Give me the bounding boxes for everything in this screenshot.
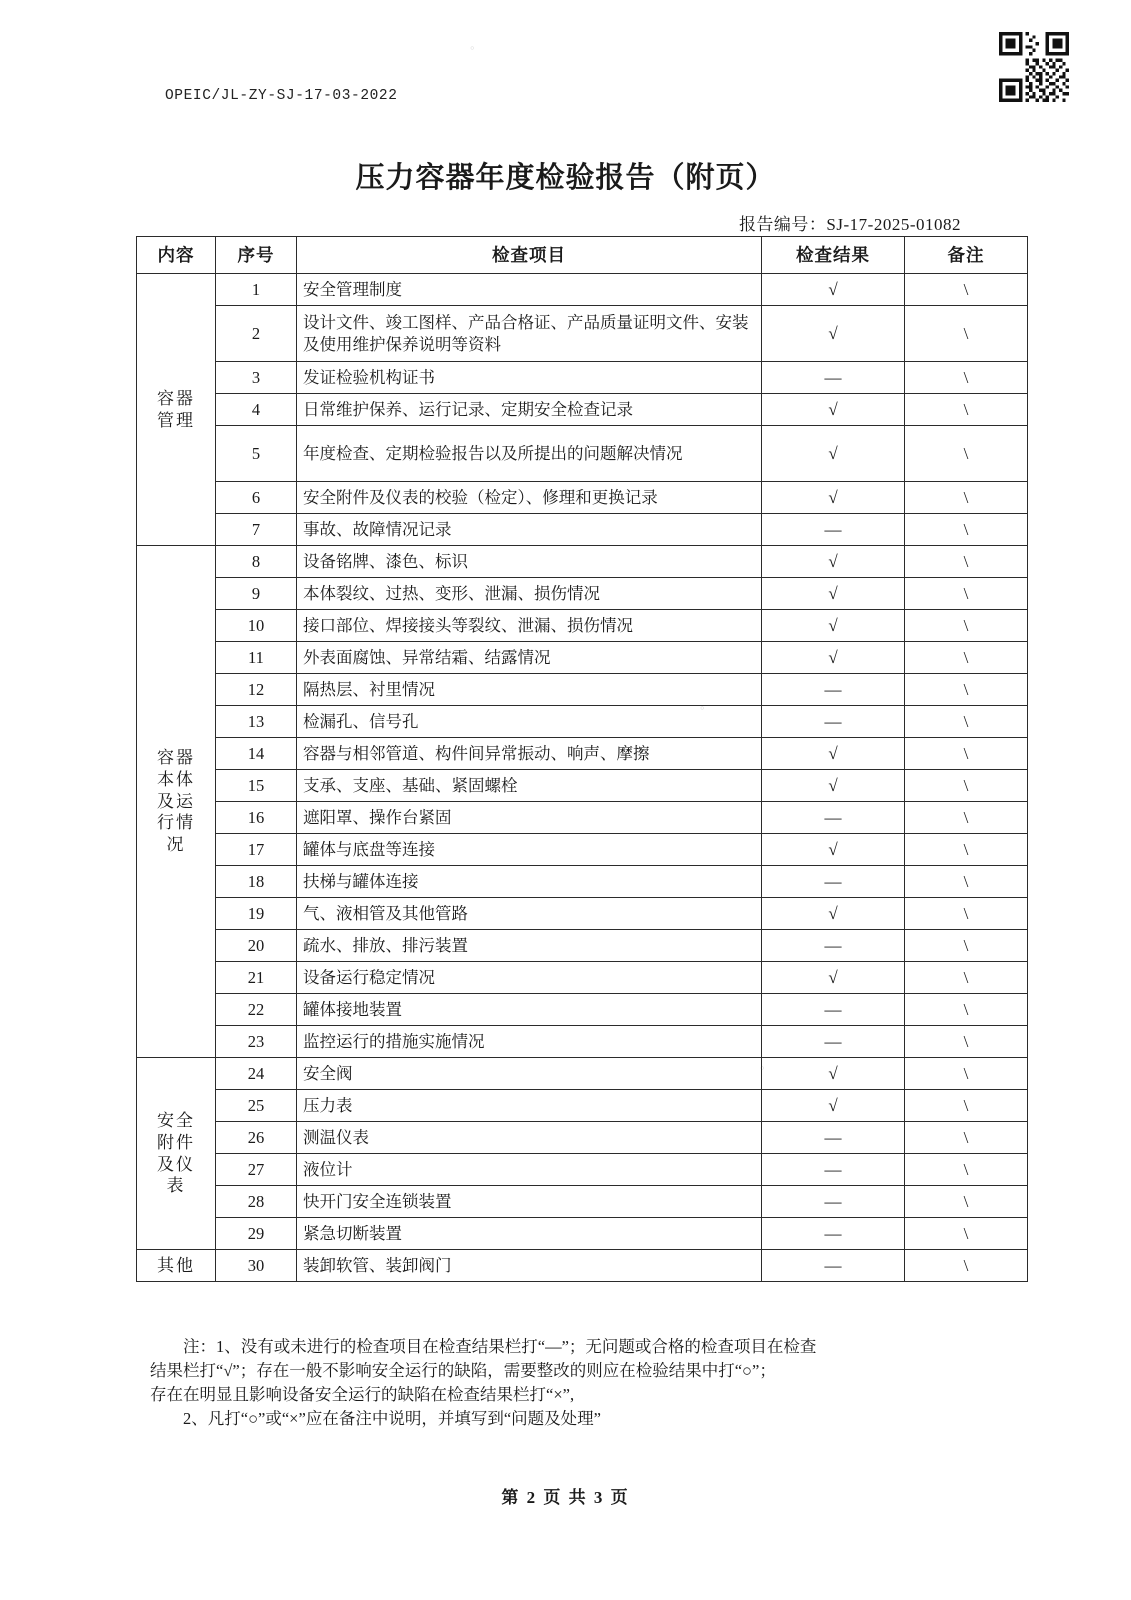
remark-cell[interactable]: \ [905, 274, 1028, 306]
inspection-item-cell: 设计文件、竣工图样、产品合格证、产品质量证明文件、安装及使用维护保养说明等资料 [297, 306, 762, 362]
inspection-item-cell: 罐体与底盘等连接 [297, 834, 762, 866]
row-number-cell: 1 [216, 274, 297, 306]
inspection-item-cell: 日常维护保养、运行记录、定期安全检查记录 [297, 394, 762, 426]
inspection-result-cell[interactable]: √ [762, 394, 905, 426]
inspection-result-cell[interactable]: √ [762, 306, 905, 362]
inspection-result-cell[interactable]: √ [762, 578, 905, 610]
row-number-cell: 30 [216, 1250, 297, 1282]
note-line-1: 注：1、没有或未进行的检查项目在检查结果栏打“—”；无问题或合格的检查项目在检查 [183, 1337, 817, 1356]
inspection-result-cell[interactable]: √ [762, 1090, 905, 1122]
inspection-result-cell[interactable]: √ [762, 834, 905, 866]
remark-cell[interactable]: \ [905, 1154, 1028, 1186]
inspection-item-cell: 安全阀 [297, 1058, 762, 1090]
row-number-cell: 20 [216, 930, 297, 962]
row-number-cell: 15 [216, 770, 297, 802]
inspection-result-cell[interactable]: √ [762, 426, 905, 482]
inspection-item-cell: 快开门安全连锁装置 [297, 1186, 762, 1218]
inspection-table [136, 236, 1028, 1282]
row-number-cell: 6 [216, 482, 297, 514]
note-line-2: 结果栏打“√”；存在一般不影响安全运行的缺陷，需要整改的则应在检验结果中打“○”； [150, 1360, 776, 1380]
row-number-cell: 11 [216, 642, 297, 674]
table-row [137, 1122, 1028, 1154]
inspection-result-cell[interactable]: — [762, 994, 905, 1026]
note-line-3: 存在在明显且影响设备安全运行的缺陷在检查结果栏打“×”, [150, 1384, 575, 1404]
category-cell: 容器 本体 及运 行情 况 [137, 546, 216, 1058]
inspection-item-cell: 装卸软管、装卸阀门 [297, 1250, 762, 1282]
inspection-result-cell[interactable]: — [762, 802, 905, 834]
inspection-item-cell: 气、液相管及其他管路 [297, 898, 762, 930]
inspection-item-cell: 设备运行稳定情况 [297, 962, 762, 994]
inspection-item-cell: 遮阳罩、操作台紧固 [297, 802, 762, 834]
row-number-cell: 25 [216, 1090, 297, 1122]
inspection-result-cell[interactable]: √ [762, 770, 905, 802]
row-number-cell: 27 [216, 1154, 297, 1186]
inspection-result-cell[interactable]: — [762, 1026, 905, 1058]
notes-block [150, 1335, 1030, 1431]
table-row [137, 1186, 1028, 1218]
row-number-cell: 12 [216, 674, 297, 706]
inspection-result-cell[interactable]: — [762, 1122, 905, 1154]
remark-cell[interactable]: \ [905, 1058, 1028, 1090]
column-header-result: 检查结果 [762, 237, 905, 274]
row-number-cell: 28 [216, 1186, 297, 1218]
remark-cell[interactable]: \ [905, 1026, 1028, 1058]
table-row [137, 962, 1028, 994]
table-row [137, 1026, 1028, 1058]
page-footer: 第 2 页 共 3 页 [501, 1488, 630, 1507]
inspection-result-cell[interactable]: — [762, 1218, 905, 1250]
inspection-item-cell: 压力表 [297, 1090, 762, 1122]
table-row [137, 514, 1028, 546]
table-row [137, 834, 1028, 866]
row-number-cell: 29 [216, 1218, 297, 1250]
table-row [137, 898, 1028, 930]
inspection-item-cell: 发证检验机构证书 [297, 362, 762, 394]
report-number: 报告编号：SJ-17-2025-01082 [738, 215, 961, 234]
row-number-cell: 10 [216, 610, 297, 642]
remark-cell[interactable]: \ [905, 1218, 1028, 1250]
inspection-result-cell[interactable]: √ [762, 1058, 905, 1090]
table-row [137, 1218, 1028, 1250]
table-row [137, 866, 1028, 898]
remark-cell[interactable]: \ [905, 930, 1028, 962]
remark-cell[interactable]: \ [905, 642, 1028, 674]
remark-cell[interactable]: \ [905, 1090, 1028, 1122]
inspection-item-cell: 支承、支座、基础、紧固螺栓 [297, 770, 762, 802]
table-row [137, 482, 1028, 514]
inspection-item-cell: 液位计 [297, 1154, 762, 1186]
remark-cell[interactable]: \ [905, 994, 1028, 1026]
inspection-result-cell[interactable]: √ [762, 546, 905, 578]
remark-cell[interactable]: \ [905, 306, 1028, 362]
table-row [137, 674, 1028, 706]
table-row [137, 802, 1028, 834]
row-number-cell: 9 [216, 578, 297, 610]
inspection-item-cell: 测温仪表 [297, 1122, 762, 1154]
inspection-result-cell[interactable]: √ [762, 738, 905, 770]
inspection-result-cell[interactable]: — [762, 674, 905, 706]
inspection-result-cell[interactable]: — [762, 514, 905, 546]
inspection-item-cell: 扶梯与罐体连接 [297, 866, 762, 898]
row-number-cell: 16 [216, 802, 297, 834]
table-row [137, 770, 1028, 802]
inspection-item-cell: 外表面腐蚀、异常结霜、结露情况 [297, 642, 762, 674]
row-number-cell: 3 [216, 362, 297, 394]
row-number-cell: 8 [216, 546, 297, 578]
inspection-result-cell[interactable]: — [762, 1186, 905, 1218]
table-row [137, 394, 1028, 426]
table-row [137, 642, 1028, 674]
inspection-result-cell[interactable]: √ [762, 274, 905, 306]
inspection-result-cell[interactable]: — [762, 930, 905, 962]
inspection-item-cell: 设备铭牌、漆色、标识 [297, 546, 762, 578]
inspection-item-cell: 紧急切断装置 [297, 1218, 762, 1250]
remark-cell[interactable]: \ [905, 546, 1028, 578]
inspection-result-cell[interactable]: — [762, 1250, 905, 1282]
row-number-cell: 5 [216, 426, 297, 482]
remark-cell[interactable]: \ [905, 1122, 1028, 1154]
column-header-no: 序号 [216, 237, 297, 274]
inspection-item-cell: 接口部位、焊接接头等裂纹、泄漏、损伤情况 [297, 610, 762, 642]
remark-cell[interactable]: \ [905, 802, 1028, 834]
remark-cell[interactable]: \ [905, 362, 1028, 394]
inspection-result-cell[interactable]: — [762, 706, 905, 738]
remark-cell[interactable]: \ [905, 962, 1028, 994]
inspection-item-cell: 事故、故障情况记录 [297, 514, 762, 546]
remark-cell[interactable]: \ [905, 482, 1028, 514]
row-number-cell: 21 [216, 962, 297, 994]
row-number-cell: 19 [216, 898, 297, 930]
inspection-item-cell: 安全附件及仪表的校验（检定）、修理和更换记录 [297, 482, 762, 514]
inspection-item-cell: 安全管理制度 [297, 274, 762, 306]
inspection-item-cell: 本体裂纹、过热、变形、泄漏、损伤情况 [297, 578, 762, 610]
page-title: 压力容器年度检验报告（附页） [355, 160, 776, 194]
remark-cell[interactable]: \ [905, 898, 1028, 930]
table-row [137, 994, 1028, 1026]
row-number-cell: 7 [216, 514, 297, 546]
remark-cell[interactable]: \ [905, 674, 1028, 706]
row-number-cell: 14 [216, 738, 297, 770]
column-header-note: 备注 [905, 237, 1028, 274]
remark-cell[interactable]: \ [905, 610, 1028, 642]
table-row [137, 706, 1028, 738]
inspection-result-cell[interactable]: √ [762, 962, 905, 994]
inspection-item-cell: 检漏孔、信号孔 [297, 706, 762, 738]
inspection-result-cell[interactable]: √ [762, 482, 905, 514]
inspection-result-cell[interactable]: √ [762, 610, 905, 642]
table-row [137, 610, 1028, 642]
remark-cell[interactable]: \ [905, 834, 1028, 866]
inspection-item-cell: 罐体接地装置 [297, 994, 762, 1026]
remark-cell[interactable]: \ [905, 866, 1028, 898]
inspection-item-cell: 疏水、排放、排污装置 [297, 930, 762, 962]
row-number-cell: 4 [216, 394, 297, 426]
category-cell: 容器 管理 [137, 274, 216, 546]
row-number-cell: 22 [216, 994, 297, 1026]
column-header-category: 内容 [137, 237, 216, 274]
remark-cell[interactable]: \ [905, 514, 1028, 546]
remark-cell[interactable]: \ [905, 738, 1028, 770]
inspection-result-cell[interactable]: — [762, 362, 905, 394]
remark-cell[interactable]: \ [905, 394, 1028, 426]
document-code: OPEIC/JL-ZY-SJ-17-03-2022 [165, 88, 398, 104]
table-header-row [137, 237, 1028, 274]
inspection-result-cell[interactable]: √ [762, 642, 905, 674]
column-header-item: 检查项目 [297, 237, 762, 274]
table-row [137, 1058, 1028, 1090]
document-page: OPEIC/JL-ZY-SJ-17-03-2022 压力容器年度检验报告（附页） 报告编号：SJ-17-2025-01082 ◦ ◦ ◦ 内容 序号 检查项目 检查结果 备注 容器 管理 1 安全管理制度 √ \ 2 设计文件、竣工图样、产品合格证、产品质量证明文件、安装及使用维护保养说明等资料 √ \ 3 发证检验机构证书 — \ 4 日常维护保养、运行记录、定期安全检查记录 √ \ 5 年度检查、定期检验报告以及所提出的问题解决情况 √ \ 6 安全附件及仪表的校验（检定）、修理和更换记录 √ \ 7 事故、故障情况记录 — \ 容器 本体 及运 行情 况 8 设备铭牌、漆色、标识 √ \ 9 本体裂纹、过热、变形、泄漏、损伤情况 √ \ 10 接口部位、焊接接头等裂纹、泄漏、损伤情况 √ \ 11 外表面腐蚀、异常结霜、结露情况 √ \ 12 隔热层、衬里情况 — \ 13 检漏孔、信号孔 — \ 14 容器与相邻管道、构件间异常振动、响声、摩擦 √ \ 15 支承、支座、基础、紧固螺栓 √ \ 16 遮阳罩、操作台紧固 — \ 17 罐体与底盘等连接 √ \ 18 扶梯与罐体连接 — \ 19 气、液相管及其他管路 √ \ 20 疏水、排放、排污装置 — \ 21 设备运行稳定情况 √ \ 22 罐体接地装置 — \ 23 监控运行的措施实施情况 — \ 安全 附件 及仪 表 24 安全阀 √ \ 25 压力表 √ \ 26 测温仪表 — \ 27 液位计 — \ 28 快开门安全连锁装置 — \ 29 紧急切断装置 — \ 其他 30 装卸软管、装卸阀门 — \ 注：1、没有或未进行的检查项目在检查结果栏打“—”；无问题或合格的检查项目在检查 结果栏打“√”；存在一般不影响安全运行的缺陷，需要整改的则应在检验结果中打“○”； 存在在明显且影响设备安全运行的缺陷在检查结果栏打“×”, 2、凡打“○”或“×”应在备注中说明，并填写到“问题及处理” 第 2 页 共 3 页 [0, 0, 1131, 1600]
category-cell: 安全 附件 及仪 表 [137, 1058, 216, 1250]
inspection-item-cell: 隔热层、衬里情况 [297, 674, 762, 706]
table-row [137, 1090, 1028, 1122]
remark-cell[interactable]: \ [905, 1250, 1028, 1282]
inspection-result-cell[interactable]: √ [762, 898, 905, 930]
table-row [137, 1250, 1028, 1282]
remark-cell[interactable]: \ [905, 770, 1028, 802]
row-number-cell: 24 [216, 1058, 297, 1090]
category-cell: 其他 [137, 1250, 216, 1282]
remark-cell[interactable]: \ [905, 578, 1028, 610]
note-line-4: 2、凡打“○”或“×”应在备注中说明，并填写到“问题及处理” [183, 1408, 601, 1428]
qr-code-icon [999, 32, 1069, 102]
row-number-cell: 18 [216, 866, 297, 898]
inspection-item-cell: 年度检查、定期检验报告以及所提出的问题解决情况 [297, 426, 762, 482]
remark-cell[interactable]: \ [905, 426, 1028, 482]
table-row [137, 930, 1028, 962]
inspection-result-cell[interactable]: — [762, 866, 905, 898]
table-row [137, 274, 1028, 306]
row-number-cell: 17 [216, 834, 297, 866]
row-number-cell: 13 [216, 706, 297, 738]
inspection-result-cell[interactable]: — [762, 1154, 905, 1186]
inspection-item-cell: 容器与相邻管道、构件间异常振动、响声、摩擦 [297, 738, 762, 770]
remark-cell[interactable]: \ [905, 1186, 1028, 1218]
table-row [137, 426, 1028, 482]
table-row [137, 306, 1028, 362]
table-row [137, 362, 1028, 394]
inspection-item-cell: 监控运行的措施实施情况 [297, 1026, 762, 1058]
table-row [137, 738, 1028, 770]
row-number-cell: 26 [216, 1122, 297, 1154]
table-row [137, 1154, 1028, 1186]
table-row [137, 578, 1028, 610]
table-row [137, 546, 1028, 578]
remark-cell[interactable]: \ [905, 706, 1028, 738]
row-number-cell: 23 [216, 1026, 297, 1058]
row-number-cell: 2 [216, 306, 297, 362]
